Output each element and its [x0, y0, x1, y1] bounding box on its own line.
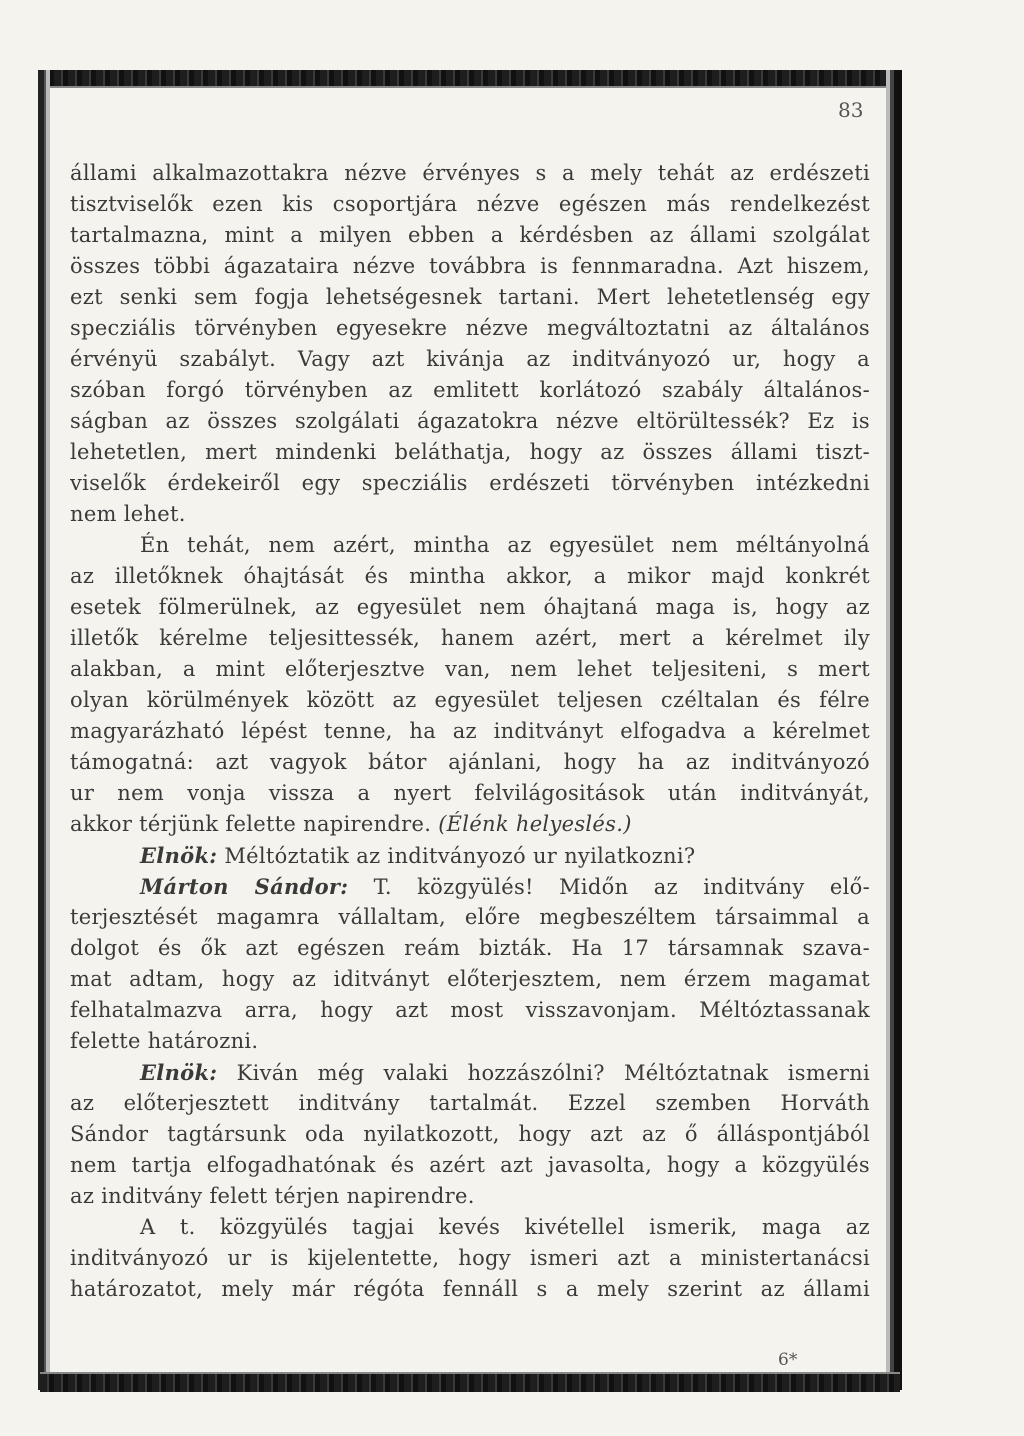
text-line: Sándor tagtársunk oda nyilatkozott, hogy azt az ő álláspontjából [70, 1122, 870, 1146]
speech-text: T. közgyülés! Midőn az inditvány elő- [373, 875, 870, 899]
text-line: alakban, a mint előterjesztve van, nem lehet teljesiteni, s mert [70, 657, 870, 681]
frame-top-border [40, 70, 902, 88]
body-text [70, 158, 870, 1305]
text-line: terjesztését magamra vállaltam, előre megbeszéltem társaimmal a [70, 905, 870, 929]
page-number: 83 [838, 98, 864, 122]
text-line: Én tehát, nem azért, mintha az egyesület nem méltányolná [140, 533, 870, 557]
text-line: összes többi ágazataira nézve továbbra is fennmaradna. Azt hiszem, [70, 254, 870, 278]
text-line: ur nem vonja vissza a nyert felvilágositások után inditványát, [70, 781, 870, 805]
text-line: határozatot, mely már régóta fennáll s a mely szerint az állami [70, 1277, 870, 1301]
text-line: tisztviselők ezen kis csoportjára nézve egészen más rendelkezést [70, 192, 870, 216]
speaker-name: Márton Sándor: [140, 874, 349, 899]
text-line: támogatná: azt vagyok bátor ajánlani, hogy ha az inditványozó [70, 750, 870, 774]
text-line: dolgot és ők azt egészen reám bizták. Ha 17 társamnak szava- [70, 936, 870, 960]
text-line [70, 809, 870, 840]
text-line: ságban az összes szolgálati ágazatokra nézve eltörültessék? Ez is [70, 409, 870, 433]
text-line: viselők érdekeiről egy specziális erdészeti törvényben intézkedni [70, 471, 870, 495]
text-line: tartalmazna, mint a milyen ebben a kérdésben az állami szolgálat [70, 223, 870, 247]
text-line: A t. közgyülés tagjai kevés kivétellel ismerik, maga az [140, 1215, 870, 1239]
text-line: az inditvány felett térjen napirendre. [70, 1184, 475, 1208]
speaker-name: Elnök: [140, 843, 218, 868]
text-line: ezt senki sem fogja lehetségesnek tartani. Mert lehetetlenség egy [70, 285, 870, 309]
speech-line [70, 1057, 870, 1088]
frame-left-border [38, 70, 50, 1390]
text-line: szóban forgó törvényben az emlitett korlátozó szabály általános- [70, 378, 870, 402]
speaker-name: Elnök: [140, 1060, 218, 1085]
text-line: az előterjesztett inditvány tartalmát. Ezzel szemben Horváth [70, 1091, 870, 1115]
text-line: illetők kérelme teljesittessék, hanem azért, mert a kérelmet ily [70, 626, 870, 650]
text-line: lehetetlen, mert mindenki beláthatja, hogy az összes állami tiszt- [70, 440, 870, 464]
text-line: állami alkalmazottakra nézve érvényes s a mely tehát az erdészeti [70, 161, 870, 185]
speech-line [70, 840, 870, 871]
frame-bottom-border [40, 1372, 900, 1392]
text-segment: akkor térjünk felette napirendre. [70, 812, 432, 836]
text-line: nem tartja elfogadhatónak és azért azt javasolta, hogy a közgyülés [70, 1153, 870, 1177]
text-line: érvényü szabályt. Vagy azt kivánja az inditványozó ur, hogy a [70, 347, 870, 371]
text-line: felette határozni. [70, 1029, 259, 1053]
text-line: az illetőknek óhajtását és mintha akkor, a mikor majd konkrét [70, 564, 870, 588]
text-line: nem lehet. [70, 502, 186, 526]
speech-text: Méltóztatik az inditványozó ur nyilatkozni? [224, 844, 696, 868]
frame-right-border [886, 70, 902, 1390]
text-line: olyan körülmények között az egyesület teljesen czéltalan és félre [70, 688, 870, 712]
applause-note: (Élénk helyeslés.) [438, 812, 632, 836]
text-line: magyarázható lépést tenne, ha az inditványt elfogadva a kérelmet [70, 719, 870, 743]
speech-text: Kiván még valaki hozzászólni? Méltóztatnak ismerni [236, 1061, 870, 1085]
text-line: inditványozó ur is kijelentette, hogy ismeri azt a ministertanácsi [70, 1246, 870, 1270]
text-line: specziális törvényben egyesekre nézve megváltoztatni az általános [70, 316, 870, 340]
text-line: mat adtam, hogy az iditványt előterjesztem, nem érzem magamat [70, 967, 870, 991]
text-line: esetek fölmerülnek, az egyesület nem óhajtaná maga is, hogy az [70, 595, 870, 619]
text-line: felhatalmazva arra, hogy azt most visszavonjam. Méltóztassanak [70, 998, 870, 1022]
speech-line [70, 871, 870, 902]
signature-mark: 6* [778, 1350, 798, 1370]
